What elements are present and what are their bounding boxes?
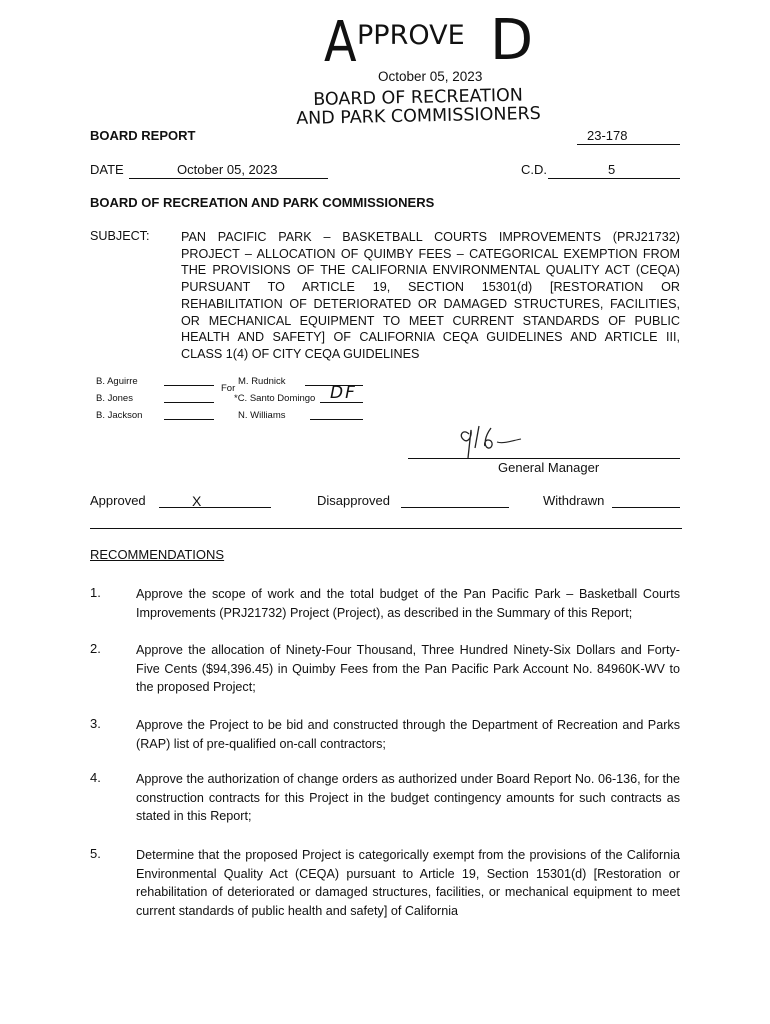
disapproved-label: Disapproved <box>317 493 390 508</box>
general-manager-line <box>408 458 680 459</box>
approved-line <box>159 507 271 508</box>
sign-line-left-2 <box>164 402 214 403</box>
cd-field <box>548 162 680 179</box>
commissioner-right-1: M. Rudnick <box>238 376 286 387</box>
stamp-middle-letters: PPROVE <box>357 20 465 51</box>
date-label: DATE <box>90 162 124 177</box>
rec-text: Determine that the proposed Project is categorically exempt from the provisions of the California Environmental Quality Act (CEQA) pursuant to Article 19, Section 15301(d) [Restoration or rehabilitation of deteriorated or damaged structures, facilities, or mechanical equipment to meet current standards of public health and safety] of California <box>136 848 680 919</box>
subject-label: SUBJECT: <box>90 229 150 243</box>
cd-value: 5 <box>608 162 616 177</box>
withdrawn-line <box>612 507 680 508</box>
stamp-last-letter: D <box>490 8 534 73</box>
report-number <box>577 128 680 145</box>
rec-text: Approve the authorization of change orders as authorized under Board Report No. 06-136, for the construction contracts for this Project in the budget contingency amounts for such contracts as stated in this Report; <box>136 772 680 824</box>
commissioner-right-2: *C. Santo Domingo <box>234 393 316 404</box>
commissioner-right-3: N. Williams <box>238 410 286 421</box>
approved-mark: X <box>192 493 202 509</box>
rec-text: Approve the Project to be bid and constructed through the Department of Recreation and Parks (RAP) list of pre-qualified on-call contractors; <box>136 718 680 751</box>
date-field <box>129 162 328 179</box>
recommendations-heading: RECOMMENDATIONS <box>90 547 225 562</box>
rec-number: 3. <box>90 716 101 731</box>
stamp-date: October 05, 2023 <box>378 69 483 84</box>
stamp-board-line1: BOARD OF RECREATION <box>313 85 524 110</box>
commissioner-left-1: B. Aguirre <box>96 376 138 387</box>
board-title: BOARD OF RECREATION AND PARK COMMISSIONERS <box>90 195 435 210</box>
commissioner-left-3: B. Jackson <box>96 410 143 421</box>
commissioner-left-2: B. Jones <box>96 393 133 404</box>
rec-number: 5. <box>90 846 101 861</box>
stamp-board-line2: AND PARK COMMISSIONERS <box>296 103 541 129</box>
approved-stamp <box>322 8 542 75</box>
withdrawn-label: Withdrawn <box>543 493 605 508</box>
sign-line-right-3 <box>310 419 363 420</box>
rec-number: 2. <box>90 641 101 656</box>
sign-line-left-1 <box>164 385 214 386</box>
rec-text: Approve the allocation of Ninety-Four Thousand, Three Hundred Ninety-Six Dollars and Forty-Five Cents ($94,396.45) in Quimby Fees from the Pan Pacific Park Account No. 84960K-WV to the proposed Project; <box>136 643 680 695</box>
rec-text: Approve the scope of work and the total budget of the Pan Pacific Park – Basketball Courts Improvements (PRJ21732) Project (Project), as described in the Summary of this Report; <box>136 587 680 620</box>
stamp-first-letter: A <box>324 10 355 75</box>
section-divider <box>90 528 682 529</box>
board-report-label: BOARD REPORT <box>90 128 196 143</box>
commissioner-initials: DF <box>330 383 357 403</box>
approved-label: Approved <box>90 493 146 508</box>
sign-line-left-3 <box>164 419 214 420</box>
rec-number: 4. <box>90 770 101 785</box>
report-number-value: 23-178 <box>587 128 628 143</box>
general-manager-label: General Manager <box>498 460 600 475</box>
disapproved-line <box>401 507 509 508</box>
date-value: October 05, 2023 <box>177 162 278 177</box>
rec-number: 1. <box>90 585 101 600</box>
cd-label: C.D. <box>521 162 547 177</box>
for-label: For <box>221 383 236 394</box>
subject-text: PAN PACIFIC PARK – BASKETBALL COURTS IMPROVEMENTS (PRJ21732) PROJECT – ALLOCATION OF QUIMBY FEES – CATEGORICAL EXEMPTION FROM THE PROVISIONS OF THE CALIFORNIA ENVIRONMENTAL QUALITY ACT (CEQA) PURSUANT TO ARTICLE 19, SECTION 15301(d) [RESTORATION OR REHABILITATION OF DETERIORATED OR DAMAGED STRUCTURES, FACILITIES, OR MECHANICAL EQUIPMENT TO MEET CURRENT STANDARDS OF PUBLIC HEALTH AND SAFETY] OF CALIFORNIA CEQA GUIDELINES AND ARTICLE III, CLASS 1(4) OF CITY CEQA GUIDELINES <box>181 230 680 361</box>
